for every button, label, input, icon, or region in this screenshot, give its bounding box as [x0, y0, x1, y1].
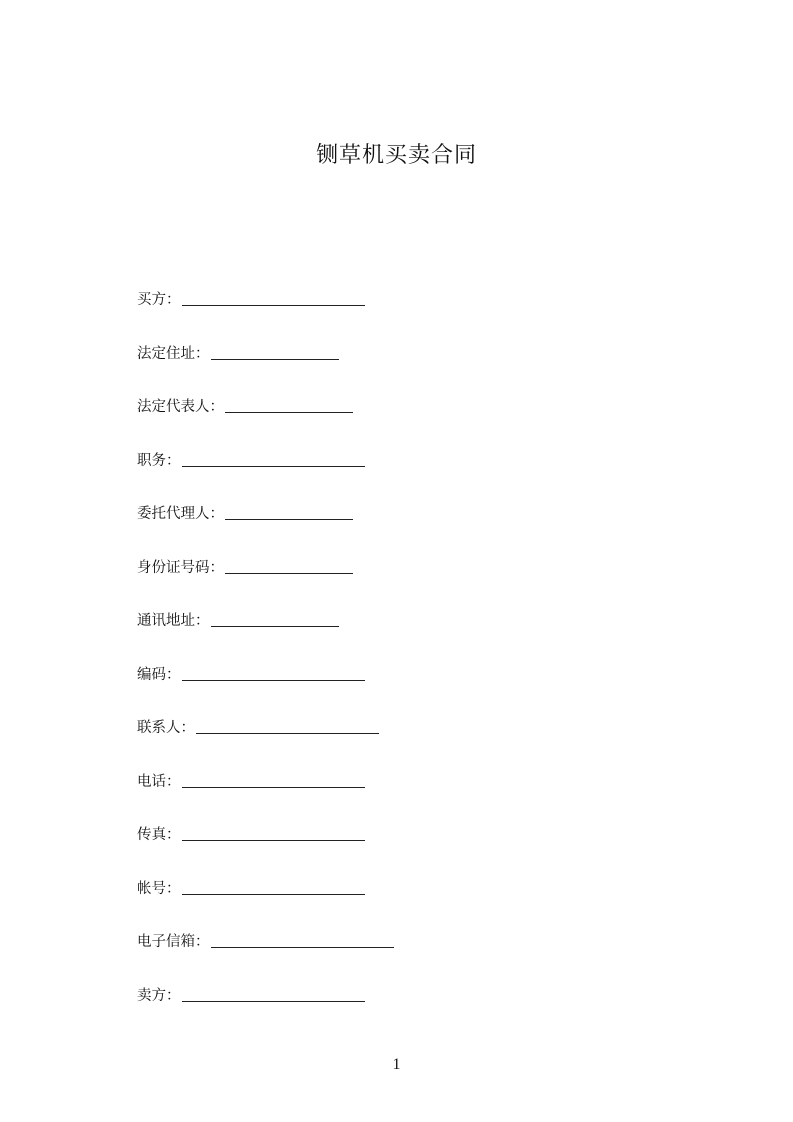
field-seller [137, 985, 697, 1039]
field-label: 买方： [137, 292, 181, 308]
blank-line [196, 717, 379, 734]
field-label: 身份证号码： [137, 559, 224, 576]
field-label: 法定住址： [137, 345, 210, 362]
field-buyer [137, 289, 697, 343]
blank-line [211, 610, 339, 627]
blank-line [182, 985, 365, 1002]
blank-line [225, 557, 353, 574]
document-title: 铡草机买卖合同 [315, 143, 477, 168]
field-account-number [137, 878, 697, 932]
field-label: 委托代理人： [137, 506, 224, 522]
field-position [137, 450, 697, 504]
field-authorized-agent [137, 503, 697, 557]
blank-line [225, 396, 353, 413]
blank-line [225, 503, 353, 520]
field-label: 法定代表人： [137, 399, 224, 415]
blank-line [182, 289, 365, 306]
field-mailing-address [137, 610, 697, 664]
field-label: 通讯地址： [137, 613, 210, 629]
field-label: 职务： [137, 452, 181, 469]
field-label: 卖方： [137, 987, 181, 1004]
blank-line [211, 931, 394, 948]
field-postal-code [137, 664, 697, 718]
blank-line [182, 878, 365, 895]
field-label: 联系人： [137, 720, 195, 736]
blank-line [182, 664, 365, 681]
field-contact-person [137, 717, 697, 771]
field-label: 电话： [137, 773, 181, 790]
field-legal-representative [137, 396, 697, 450]
field-id-number [137, 557, 697, 611]
field-legal-address [137, 343, 697, 397]
field-email [137, 931, 697, 985]
field-label: 编码： [137, 666, 181, 683]
blank-line [182, 450, 365, 467]
blank-line [211, 343, 339, 360]
field-label: 传真： [137, 827, 181, 843]
blank-line [182, 824, 365, 841]
blank-line [182, 771, 365, 788]
page-number: 1 [392, 1056, 401, 1073]
party-info-form [137, 289, 697, 1038]
field-phone [137, 771, 697, 825]
field-label: 电子信箱： [137, 934, 210, 950]
field-label: 帐号： [137, 880, 181, 897]
field-fax [137, 824, 697, 878]
